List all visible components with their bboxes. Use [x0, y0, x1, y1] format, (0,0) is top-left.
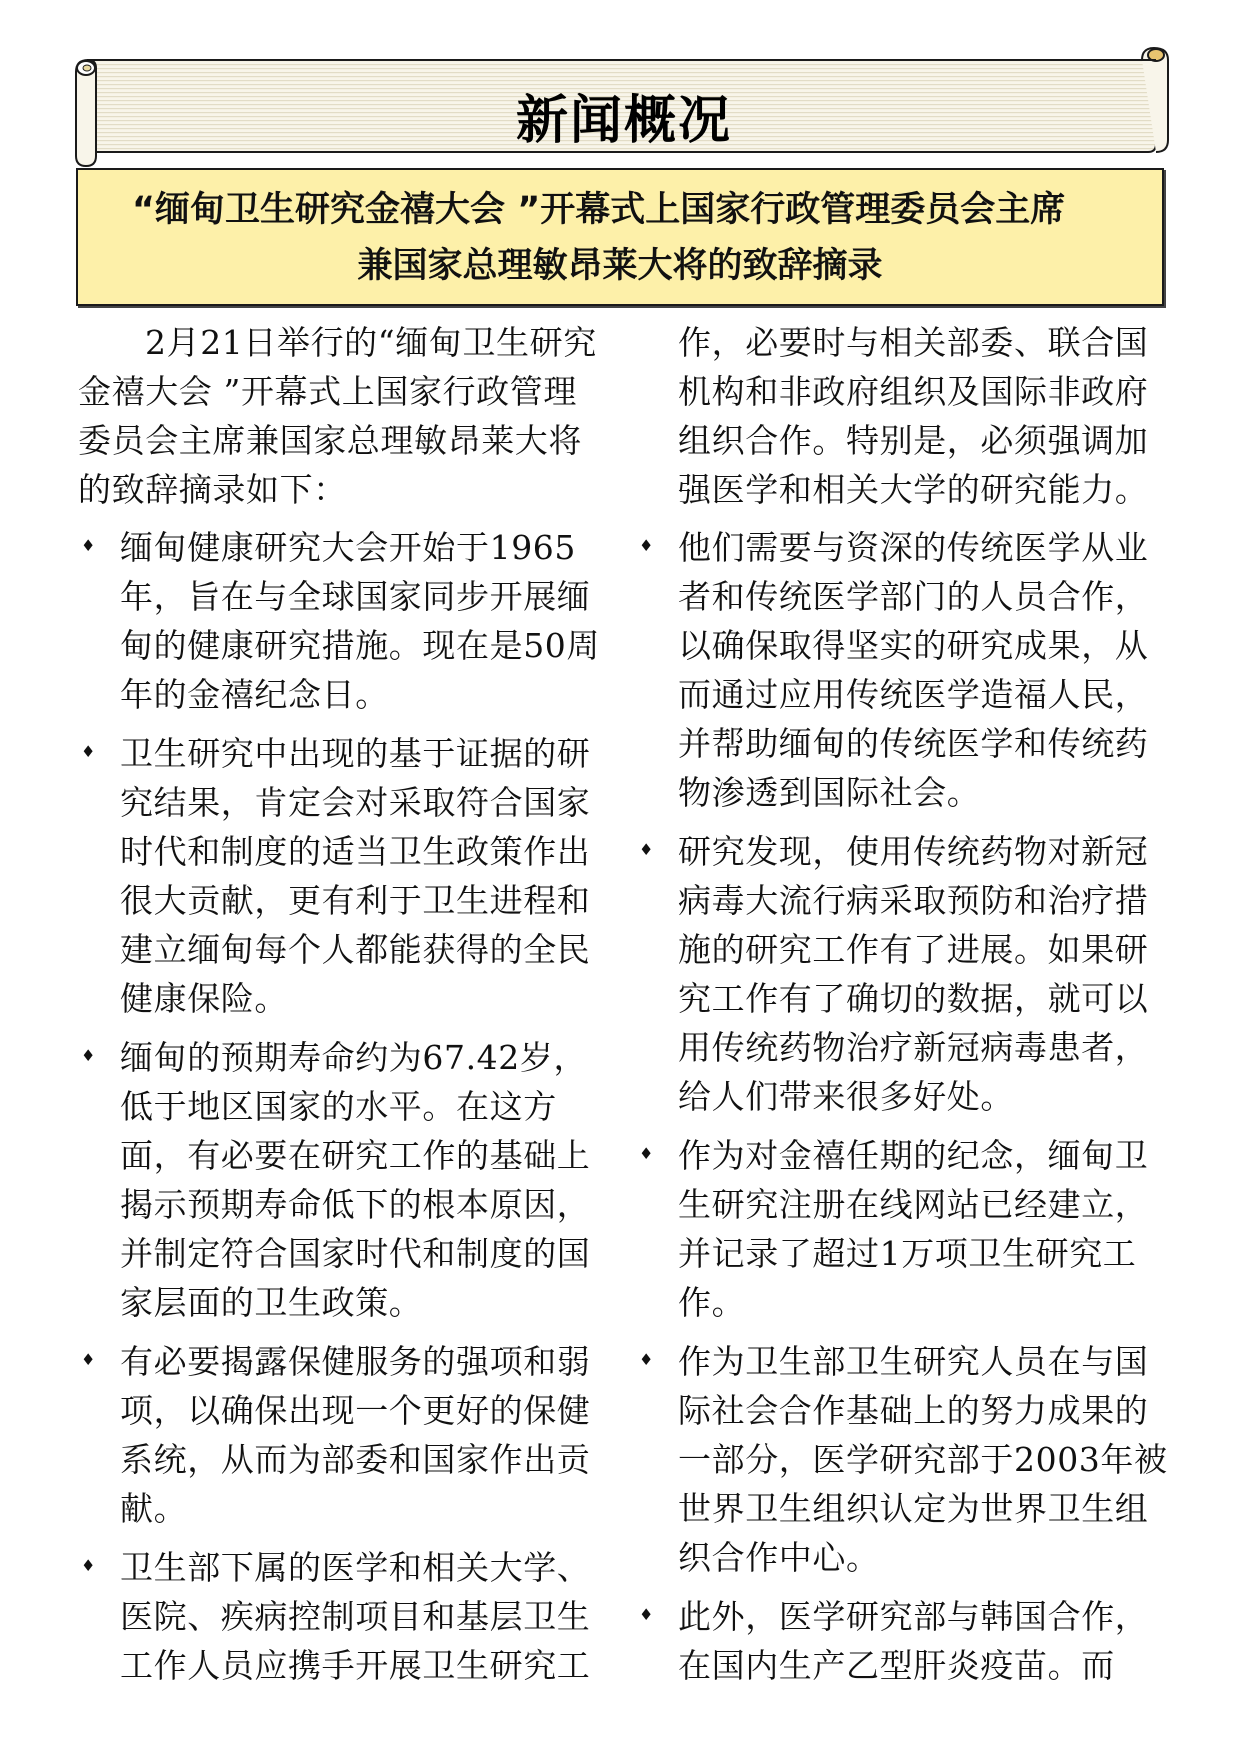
- headline-box: [76, 168, 1164, 306]
- list-item-text: 作为对金禧任期的纪念，缅甸卫生研究注册在线网站已经建立，并记录了超过1万项卫生研究工作。: [678, 1136, 1149, 1322]
- intro-text: 2月21日举行的“缅甸卫生研究金禧大会 ”开幕式上国家行政管理委员会主席兼国家总理敏昂莱大将的致辞摘录如下：: [78, 323, 597, 509]
- diamond-bullet-icon: ♦: [81, 1046, 96, 1065]
- diamond-bullet-icon: ♦: [639, 1144, 654, 1163]
- diamond-bullet-icon: ♦: [81, 742, 96, 761]
- list-item-text: 研究发现，使用传统药物对新冠病毒大流行病采取预防和治疗措施的研究工作有了进展。如果研究工作有了确切的数据，就可以用传统药物治疗新冠病毒患者，给人们带来很多好处。: [678, 832, 1149, 1116]
- list-item-text: 作为卫生部卫生研究人员在与国际社会合作基础上的努力成果的一部分，医学研究部于2003年被世界卫生组织认定为世界卫生组织合作中心。: [678, 1342, 1168, 1577]
- list-item: [78, 1543, 608, 1690]
- list-item-text: 此外，医学研究部与韩国合作，在国内生产乙型肝炎疫苗。而: [678, 1597, 1149, 1685]
- headline-line-1: “缅甸卫生研究金禧大会 ”开幕式上国家行政管理委员会主席: [132, 190, 1066, 230]
- diamond-bullet-icon: ♦: [81, 1556, 96, 1575]
- banner-title: 新闻概况: [515, 91, 732, 151]
- list-item: [636, 827, 1170, 1121]
- continuation-text: 作，必要时与相关部委、联合国机构和非政府组织及国际非政府组织合作。特别是，必须强调加强医学和相关大学的研究能力。: [678, 323, 1149, 509]
- list-item-text: 有必要揭露保健服务的强项和弱项，以确保出现一个更好的保健系统，从而为部委和国家作出贡献。: [120, 1342, 591, 1528]
- diamond-bullet-icon: ♦: [81, 536, 96, 555]
- list-item: [78, 729, 608, 1023]
- list-item-text: 缅甸健康研究大会开始于1965年，旨在与全球国家同步开展缅甸的健康研究措施。现在是50周年的金禧纪念日。: [120, 528, 600, 714]
- list-item-text: 他们需要与资深的传统医学从业者和传统医学部门的人员合作，以确保取得坚实的研究成果，从而通过应用传统医学造福人民，并帮助缅甸的传统医学和传统药物渗透到国际社会。: [678, 528, 1149, 812]
- list-item: [636, 523, 1170, 817]
- scroll-banner: [78, 48, 1170, 176]
- intro-paragraph: [78, 318, 608, 514]
- list-item: [636, 1131, 1170, 1327]
- list-item-text: 卫生研究中出现的基于证据的研究结果，肯定会对采取符合国家时代和制度的适当卫生政策作出很大贡献，更有利于卫生进程和建立缅甸每个人都能获得的全民健康保险。: [120, 734, 591, 1018]
- diamond-bullet-icon: ♦: [639, 1350, 654, 1369]
- continuation-paragraph: [636, 318, 1170, 514]
- list-item-text: 卫生部下属的医学和相关大学、医院、疾病控制项目和基层卫生工作人员应携手开展卫生研究工: [120, 1548, 591, 1685]
- list-item: [78, 1337, 608, 1533]
- list-item-text: 缅甸的预期寿命约为67.42岁，低于地区国家的水平。在这方面，有必要在研究工作的基础上揭示预期寿命低下的根本原因，并制定符合国家时代和制度的国家层面的卫生政策。: [120, 1038, 591, 1322]
- right-column: [636, 318, 1170, 1700]
- diamond-bullet-icon: ♦: [639, 840, 654, 859]
- list-item: [636, 1337, 1170, 1582]
- diamond-bullet-icon: ♦: [639, 536, 654, 555]
- list-item: [78, 523, 608, 719]
- left-column: [78, 318, 608, 1700]
- diamond-bullet-icon: ♦: [81, 1350, 96, 1369]
- headline-line-2: 兼国家总理敏昂莱大将的致辞摘录: [357, 246, 883, 286]
- list-item: [636, 1592, 1170, 1690]
- list-item: [78, 1033, 608, 1327]
- diamond-bullet-icon: ♦: [639, 1605, 654, 1624]
